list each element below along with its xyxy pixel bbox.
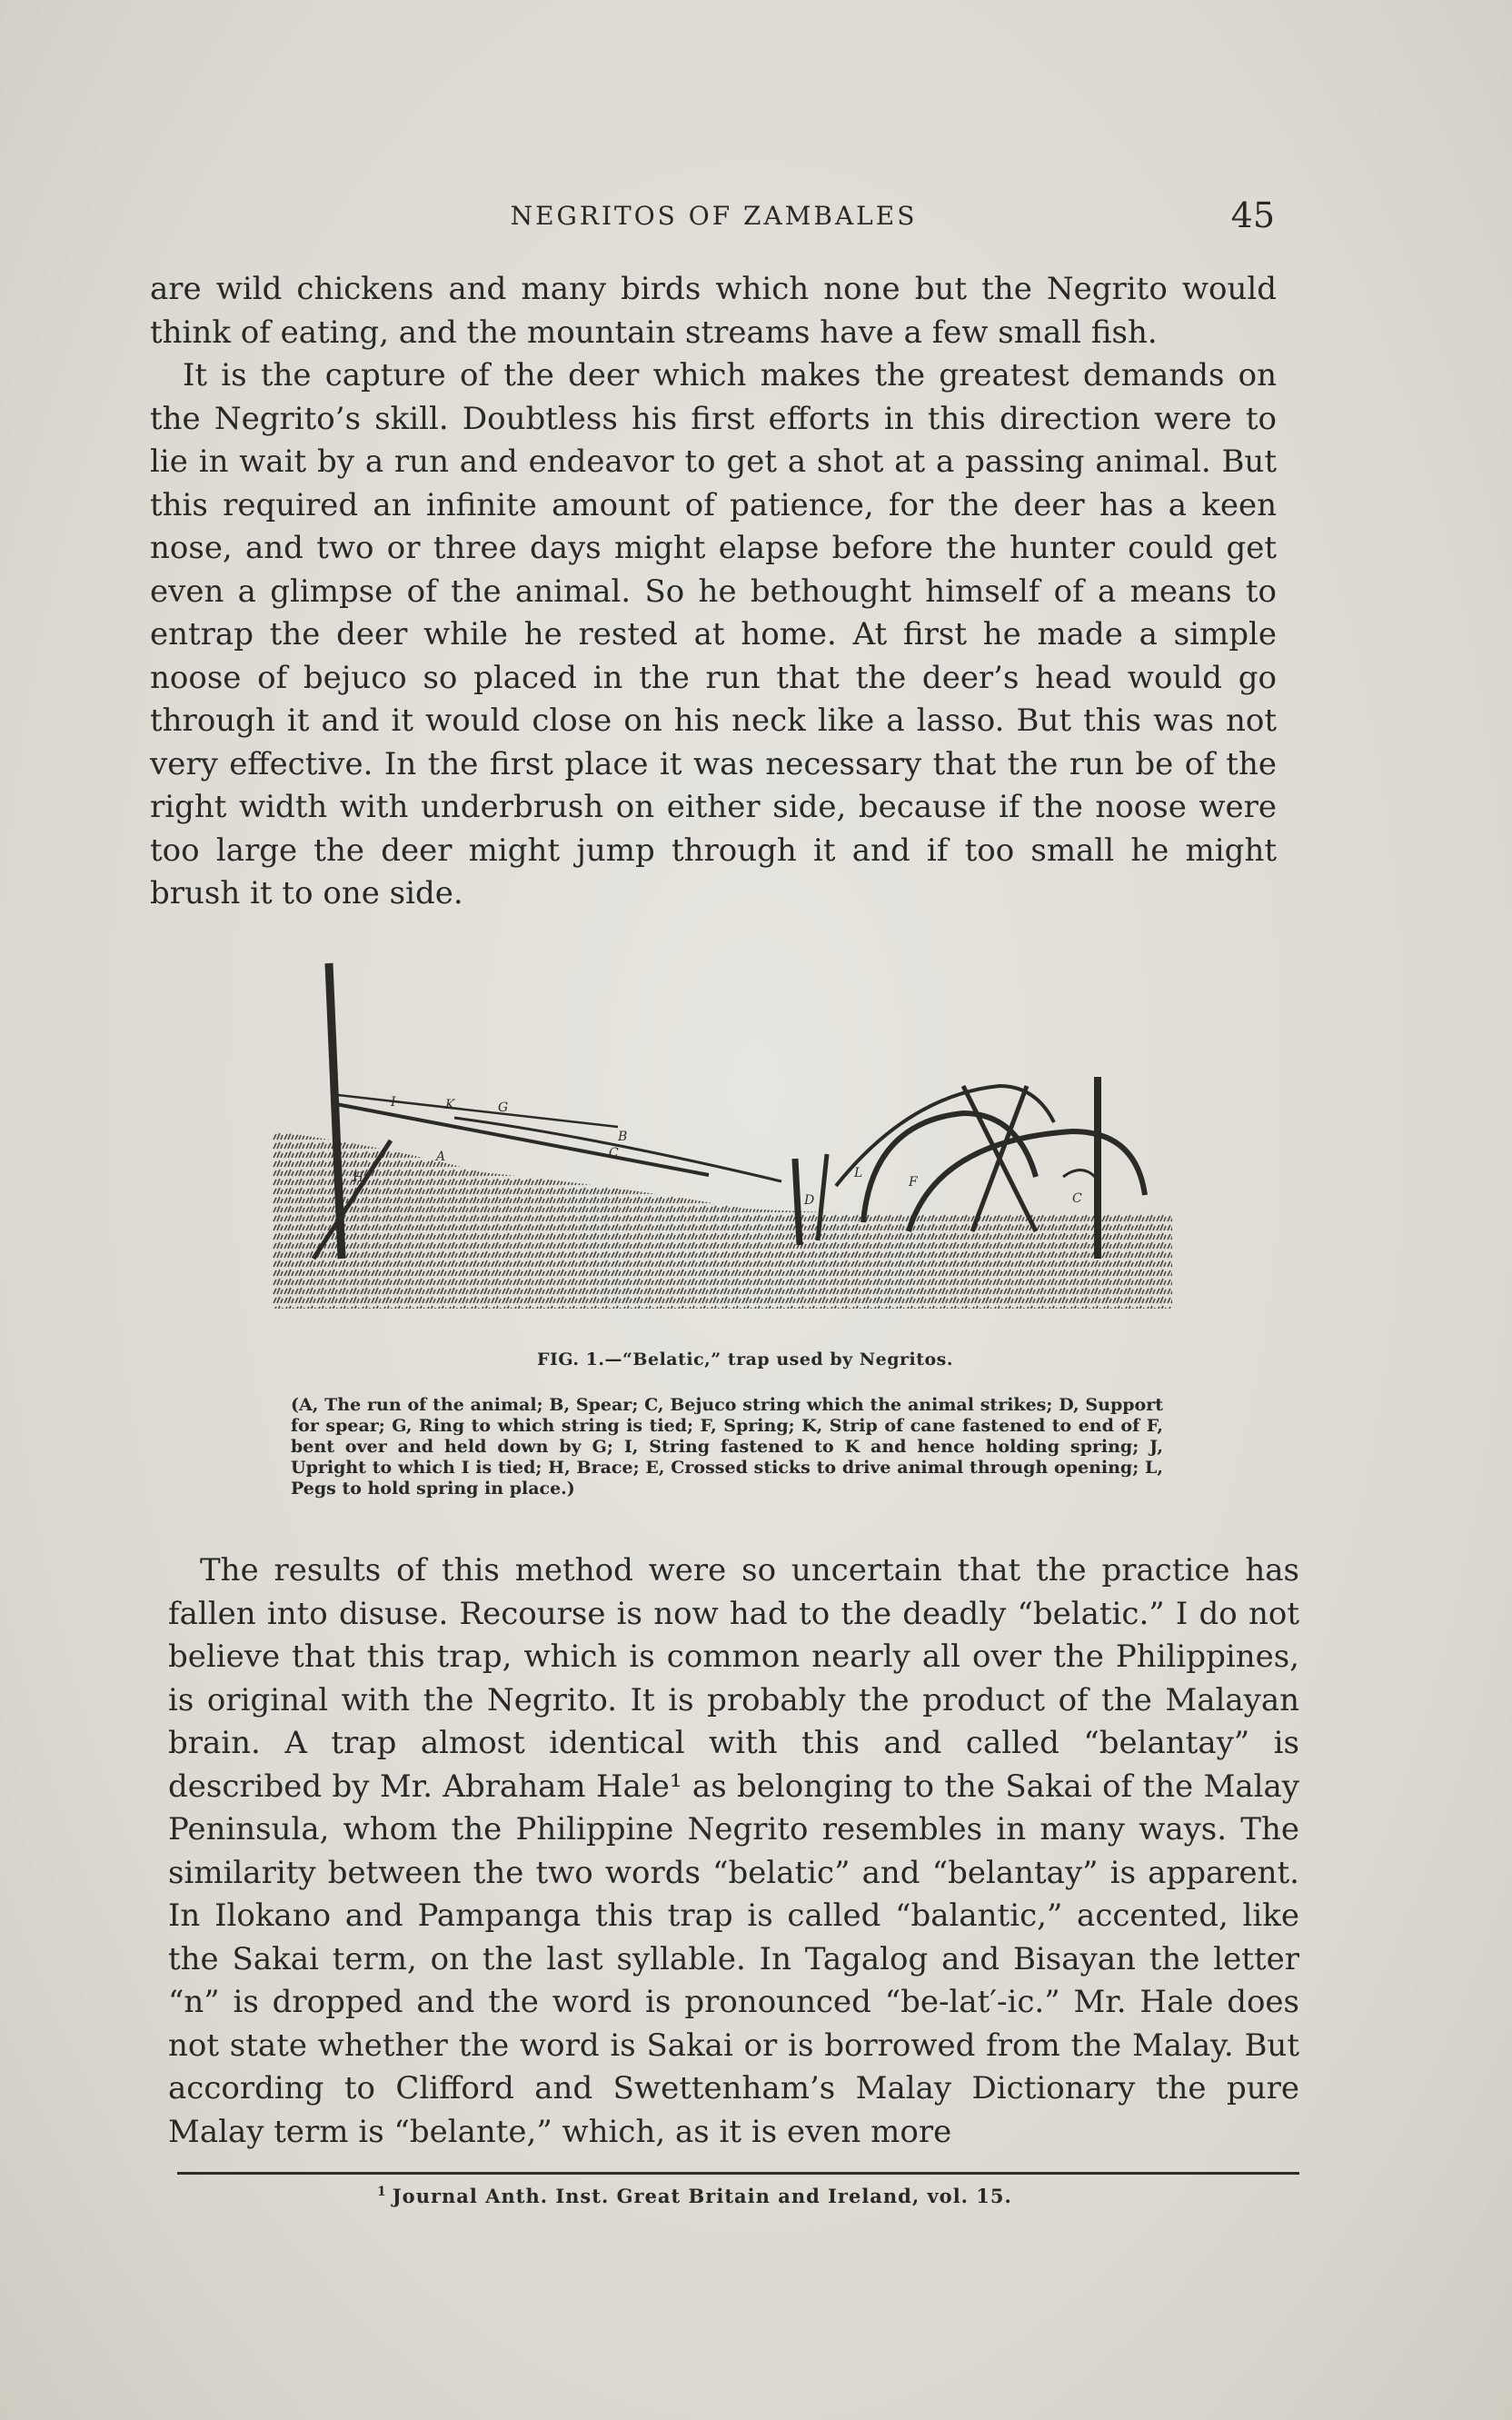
running-head bbox=[153, 195, 1275, 241]
footnote-mark: 1 bbox=[377, 2185, 387, 2199]
footnote bbox=[377, 2185, 1195, 2207]
label-c2: C bbox=[1072, 1191, 1082, 1206]
support-post-1 bbox=[795, 1159, 800, 1245]
page-number: 45 bbox=[1230, 195, 1275, 235]
label-f: F bbox=[909, 1175, 918, 1190]
crossed-stick-2 bbox=[972, 1086, 1027, 1231]
label-h: H bbox=[353, 1170, 364, 1185]
footnote-rule bbox=[177, 2172, 1299, 2175]
paragraph-2: It is the capture of the deer which makes the greatest demands on the Negrito’s skill. Doubtless his first efforts in this direction were to lie in wait by a run and endeavor to get a shot at a passing animal. But this required an infinite amount of patience, for the deer has a keen nose, and two or three days might elapse before the hunter could get even a glimpse of the animal. So he bethought himself of a means to entrap the deer while he rested at home. At first he made a simple noose of bejuco so placed in the run that the deer’s head would go through it and it would close on his neck like a lasso. But this was not very effective. In the first place it was necessary that the run be of the right width with underbrush on either side, because if the noose were too large the deer might jump through it and if too small he might brush it to one side. bbox=[150, 357, 1277, 911]
label-g: G bbox=[498, 1100, 509, 1115]
belatic-trap-illustration bbox=[273, 959, 1172, 1309]
label-c: C bbox=[609, 1146, 619, 1160]
label-d: D bbox=[804, 1193, 815, 1208]
noose-ring bbox=[1063, 1170, 1095, 1178]
trap-drawing bbox=[273, 959, 1172, 1309]
label-k: K bbox=[445, 1098, 455, 1112]
label-i: I bbox=[391, 1095, 396, 1110]
figure-legend: (A, The run of the animal; B, Spear; C, Bejuco string which the animal strikes; D, Support for spear; G, Ring to which string is tied; F, Spring; K, Strip of cane fastened to end of F, bent over and held down by G; I, String fastened to K and hence holding spring; J, Upright to which I is tied; H, Brace; E, Crossed sticks to drive animal through opening; L, Pegs to hold spring in place.) bbox=[291, 1395, 1163, 1499]
label-b: B bbox=[618, 1130, 628, 1144]
footnote-text: Journal Anth. Inst. Great Britain and Ireland, vol. 15. bbox=[392, 2185, 1012, 2207]
label-l: L bbox=[854, 1166, 863, 1180]
label-a: A bbox=[436, 1150, 446, 1164]
paragraph-3: The results of this method were so uncertain that the practice has fallen into disuse. Recourse is now had to the deadly “belatic.” I do not believe that this trap, which is common nearly all over the Philippines, is original with the Negrito. It is probably the product of the Malayan brain. A trap almost identical with this and called “belantay” is described by Mr. Abraham Hale¹ as belonging to the Sakai of the Malay Peninsula, whom the Philippine Negrito resembles in many ways. The similarity between the two words “belatic” and “belantay” is apparent. In Ilokano and Pampanga this trap is called “balantic,” accented, like the Sakai term, on the last syllable. In Tagalog and Bisayan the letter “n” is dropped and the word is pronounced “be-lat′-ic.” Mr. Hale does not state whether the word is Sakai or is borrowed from the Malay. But according to Clifford and Swettenham’s Malay Dictionary the pure Malay term is “belante,” which, as it is even more bbox=[168, 1552, 1299, 2150]
ground-hatching bbox=[273, 1131, 1172, 1309]
running-title: NEGRITOS OF ZAMBALES bbox=[510, 201, 918, 231]
paragraph-1: are wild chickens and many birds which none but the Negrito would think of eating, and the mountain streams have a few small fish. bbox=[150, 271, 1277, 351]
figure-caption: FIG. 1.—“Belatic,” trap used by Negritos. bbox=[537, 1349, 953, 1369]
